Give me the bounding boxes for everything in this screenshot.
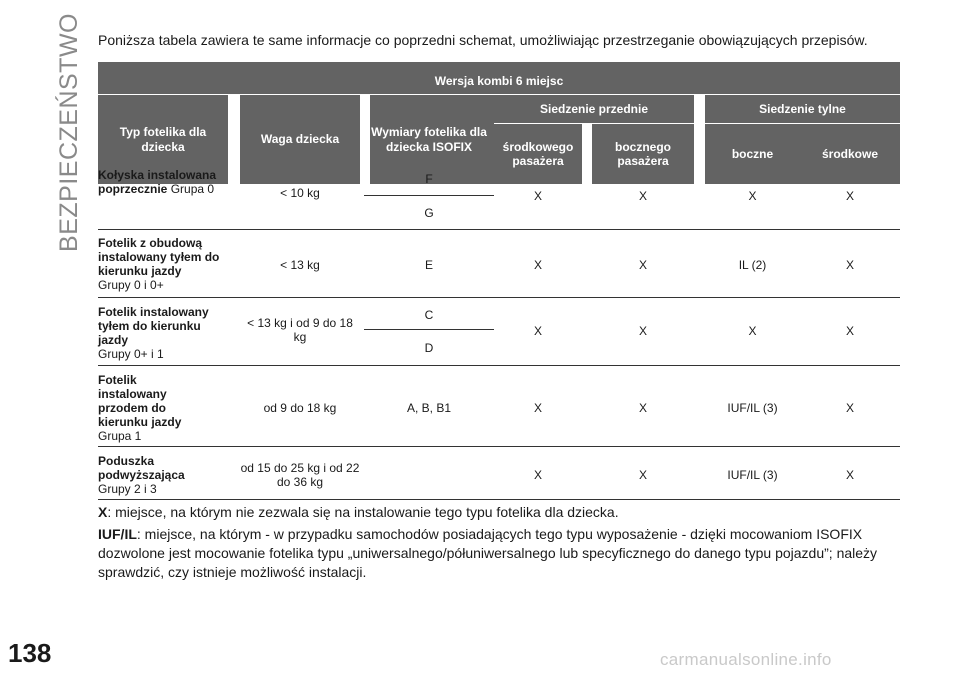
cell-rear-side: X [748, 188, 757, 203]
table-row [98, 236, 900, 296]
table-header [98, 62, 900, 184]
cell-front-middle: X [533, 467, 542, 482]
row-name: Fotelik instalowany przodem do kierunku jazdy [98, 373, 182, 429]
section-side-title [52, 13, 86, 252]
cell-rear-side: IUF/IL (3) [727, 467, 778, 482]
cell-weight: < 13 kg [280, 257, 320, 272]
footnote-x [98, 503, 900, 522]
table-row [98, 454, 900, 498]
table-row [98, 168, 900, 230]
row-group: Grupa 0 [170, 182, 215, 196]
cell-rear-side: IL (2) [738, 257, 767, 272]
row-group: Grupy 0+ i 1 [98, 347, 164, 361]
cell-rear-middle: X [845, 188, 854, 203]
cell-front-side: X [638, 323, 647, 338]
footnote-text: : miejsce, na którym - w przypadku samochodów posiadających tego typu wyposażenie - dzięki mocowaniom ISOFIX dozwolone jest mocowanie fotelika typu „uniwersalnego/półuniwersalnego lub specyficznego do danego typu pojazdu”; należy sprawdzić, czy istnieje możliwość instalacji. [98, 526, 878, 580]
cell-dims: G [424, 205, 434, 220]
cell-divider [364, 195, 494, 196]
cell-weight: od 9 do 18 kg [263, 400, 337, 415]
cell-front-side: X [638, 188, 647, 203]
cell-dims: C [424, 307, 434, 322]
cell-rear-middle: X [845, 257, 854, 272]
row-name: Fotelik z obudową instalowany tyłem do kierunku jazdy [98, 236, 220, 278]
header-type: Typ fotelika dla dziecka [119, 125, 207, 154]
row-group: Grupy 0 i 0+ [98, 278, 164, 292]
row-divider [98, 365, 900, 366]
section-title-text: BEZPIECZEŃSTWO [54, 13, 83, 252]
footnote-iuf-il [98, 525, 900, 582]
page-number: 138 [8, 638, 52, 668]
cell-front-side: X [638, 400, 647, 415]
cell-front-side: X [638, 257, 647, 272]
cell-divider [364, 329, 494, 330]
header-front-seat: Siedzenie przednie [539, 101, 649, 116]
row-group: Grupa 1 [98, 429, 142, 443]
header-rear-seat: Siedzenie tylne [759, 101, 846, 116]
header-front-middle: środkowego pasażera [502, 139, 574, 168]
row-divider [98, 499, 900, 500]
row-label [98, 305, 226, 361]
row-name: Poduszka podwyższająca [98, 454, 185, 482]
row-group: Grupy 2 i 3 [98, 482, 157, 496]
table-row [98, 373, 900, 447]
table-row [98, 305, 900, 365]
cell-weight: < 13 kg i od 9 do 18 kg [247, 315, 353, 344]
footnote-term: IUF/IL [98, 526, 137, 542]
row-divider [98, 446, 900, 447]
row-label [98, 168, 226, 196]
row-label [98, 373, 198, 443]
row-divider [98, 229, 900, 230]
row-name: Fotelik instalowany tyłem do kierunku jazdy [98, 305, 209, 347]
cell-rear-middle: X [845, 323, 854, 338]
header-front-side: bocznego pasażera [615, 139, 671, 168]
cell-dims: A, B, B1 [406, 400, 452, 415]
row-divider [98, 297, 900, 298]
cell-dims: E [424, 257, 433, 272]
header-dims: Wymiary fotelika dla dziecka ISOFIX [371, 125, 487, 154]
intro-paragraph: Poniższa tabela zawiera te same informacje co poprzedni schemat, umożliwiając przestrzeganie obowiązujących przepisów. [98, 32, 868, 48]
header-weight: Waga dziecka [260, 132, 340, 147]
cell-rear-middle: X [845, 467, 854, 482]
cell-weight: < 10 kg [280, 185, 320, 200]
cell-weight: od 15 do 25 kg i od 22 do 36 kg [240, 460, 360, 489]
footnote-term: X [98, 504, 108, 520]
cell-front-side: X [638, 467, 647, 482]
watermark: carmanualsonline.info [660, 650, 832, 669]
cell-front-middle: X [533, 323, 542, 338]
header-rear-middle: środkowe [821, 146, 878, 161]
table-title: Wersja kombi 6 miejsc [434, 73, 564, 88]
header-rear-side: boczne [731, 146, 774, 161]
cell-rear-side: IUF/IL (3) [727, 400, 778, 415]
row-name: Kołyska instalowana poprzecznie [98, 168, 217, 196]
cell-dims: F [425, 171, 433, 186]
cell-rear-middle: X [845, 400, 854, 415]
footnote-text: : miejsce, na którym nie zezwala się na instalowanie tego typu fotelika dla dziecka. [107, 504, 619, 520]
cell-rear-side: X [748, 323, 757, 338]
cell-dims [364, 454, 494, 496]
cell-front-middle: X [533, 257, 542, 272]
row-label [98, 454, 226, 496]
row-label [98, 236, 226, 292]
cell-front-middle: X [533, 400, 542, 415]
cell-front-middle: X [533, 188, 542, 203]
cell-dims: D [424, 340, 434, 355]
